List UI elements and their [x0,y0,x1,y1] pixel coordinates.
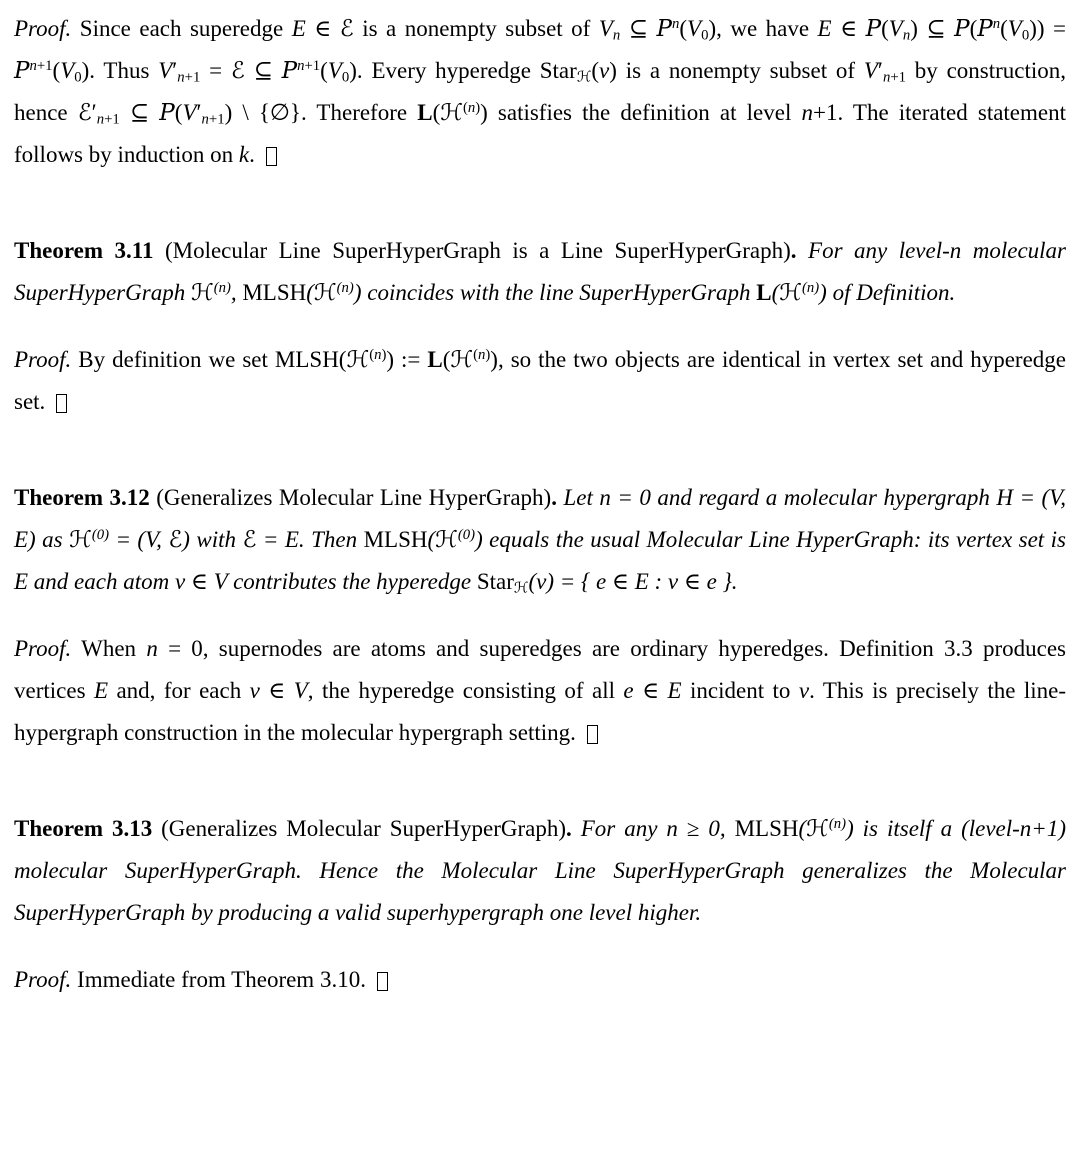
proof-paragraph-theorem-3-10: Proof. Since each superedge E ∈ ℰ is a nonempty subset of $V_n$ ⊆ $P^n(V_0)$, we have E ∈ $P(V_n)$ ⊆ $P(P^n(V_0)) = P^{n+1}(V_0)$. Thus $V'_{n+1}$ = ℰ ⊆ $P^{n+1}(V_0)$. Every hyperedge Star$_ℋ$(v) is a nonempty subset of $V'_{n+1}$ by construction, hence $ℰ'_{n+1}$ ⊆ $P(V'_{n+1})$ \ {∅}. Therefore L(ℋ$^{(n)}$) satisfies the definition at level n+1. The iterated statement follows by induction on k. [14,15,1067,167]
proof-theorem-3-13: Proof. Immediate from Theorem 3.10. [14,959,1066,1001]
proof-theorem-3-11: Proof. By definition we set MLSH(ℋ$^{(n)}$) := L(ℋ$^{(n)}$), so the two objects are identical in vertex set and hyperedge set. [14,346,1066,414]
qed-box [266,147,277,166]
theorem-3-11: Theorem 3.11 (Molecular Line SuperHyperGraph is a Line SuperHyperGraph). For any level-n molecular SuperHyperGraph ℋ$^{(n)}$, MLSH(ℋ$^{(n)}$) coincides with the line SuperHyperGraph L(ℋ$^{(n)}$) of Definition. [14,238,1066,305]
theorem-3-12: Theorem 3.12 (Generalizes Molecular Line HyperGraph). Let n = 0 and regard a molecular hypergraph H = (V, E) as ℋ$^{(0)}$ = (V, ℰ) with ℰ = E. Then MLSH(ℋ$^{(0)}$) equals the usual Molecular Line HyperGraph: its vertex set is E and each atom v ∈ V contributes the hyperedge Star$_ℋ$(v) = { e ∈ E : v ∈ e }. [14,485,1067,597]
qed-box [587,725,598,744]
qed-box [377,972,388,991]
proof-theorem-3-12: Proof. When n = 0, supernodes are atoms and superedges are ordinary hyperedges. Definition 3.3 produces vertices E and, for each v ∈ V, the hyperedge consisting of all e ∈ E incident to v. This is precisely the line-hypergraph construction in the molecular hypergraph setting. [14,636,1067,745]
qed-box [56,394,67,413]
theorem-3-13: Theorem 3.13 (Generalizes Molecular SuperHyperGraph). For any n ≥ 0, MLSH(ℋ$^{(n)}$) is itself a (level-n+1) molecular SuperHyperGraph. Hence the Molecular Line SuperHyperGraph generalizes the Molecular SuperHyperGraph by producing a valid superhypergraph one level higher. [14,815,1066,925]
